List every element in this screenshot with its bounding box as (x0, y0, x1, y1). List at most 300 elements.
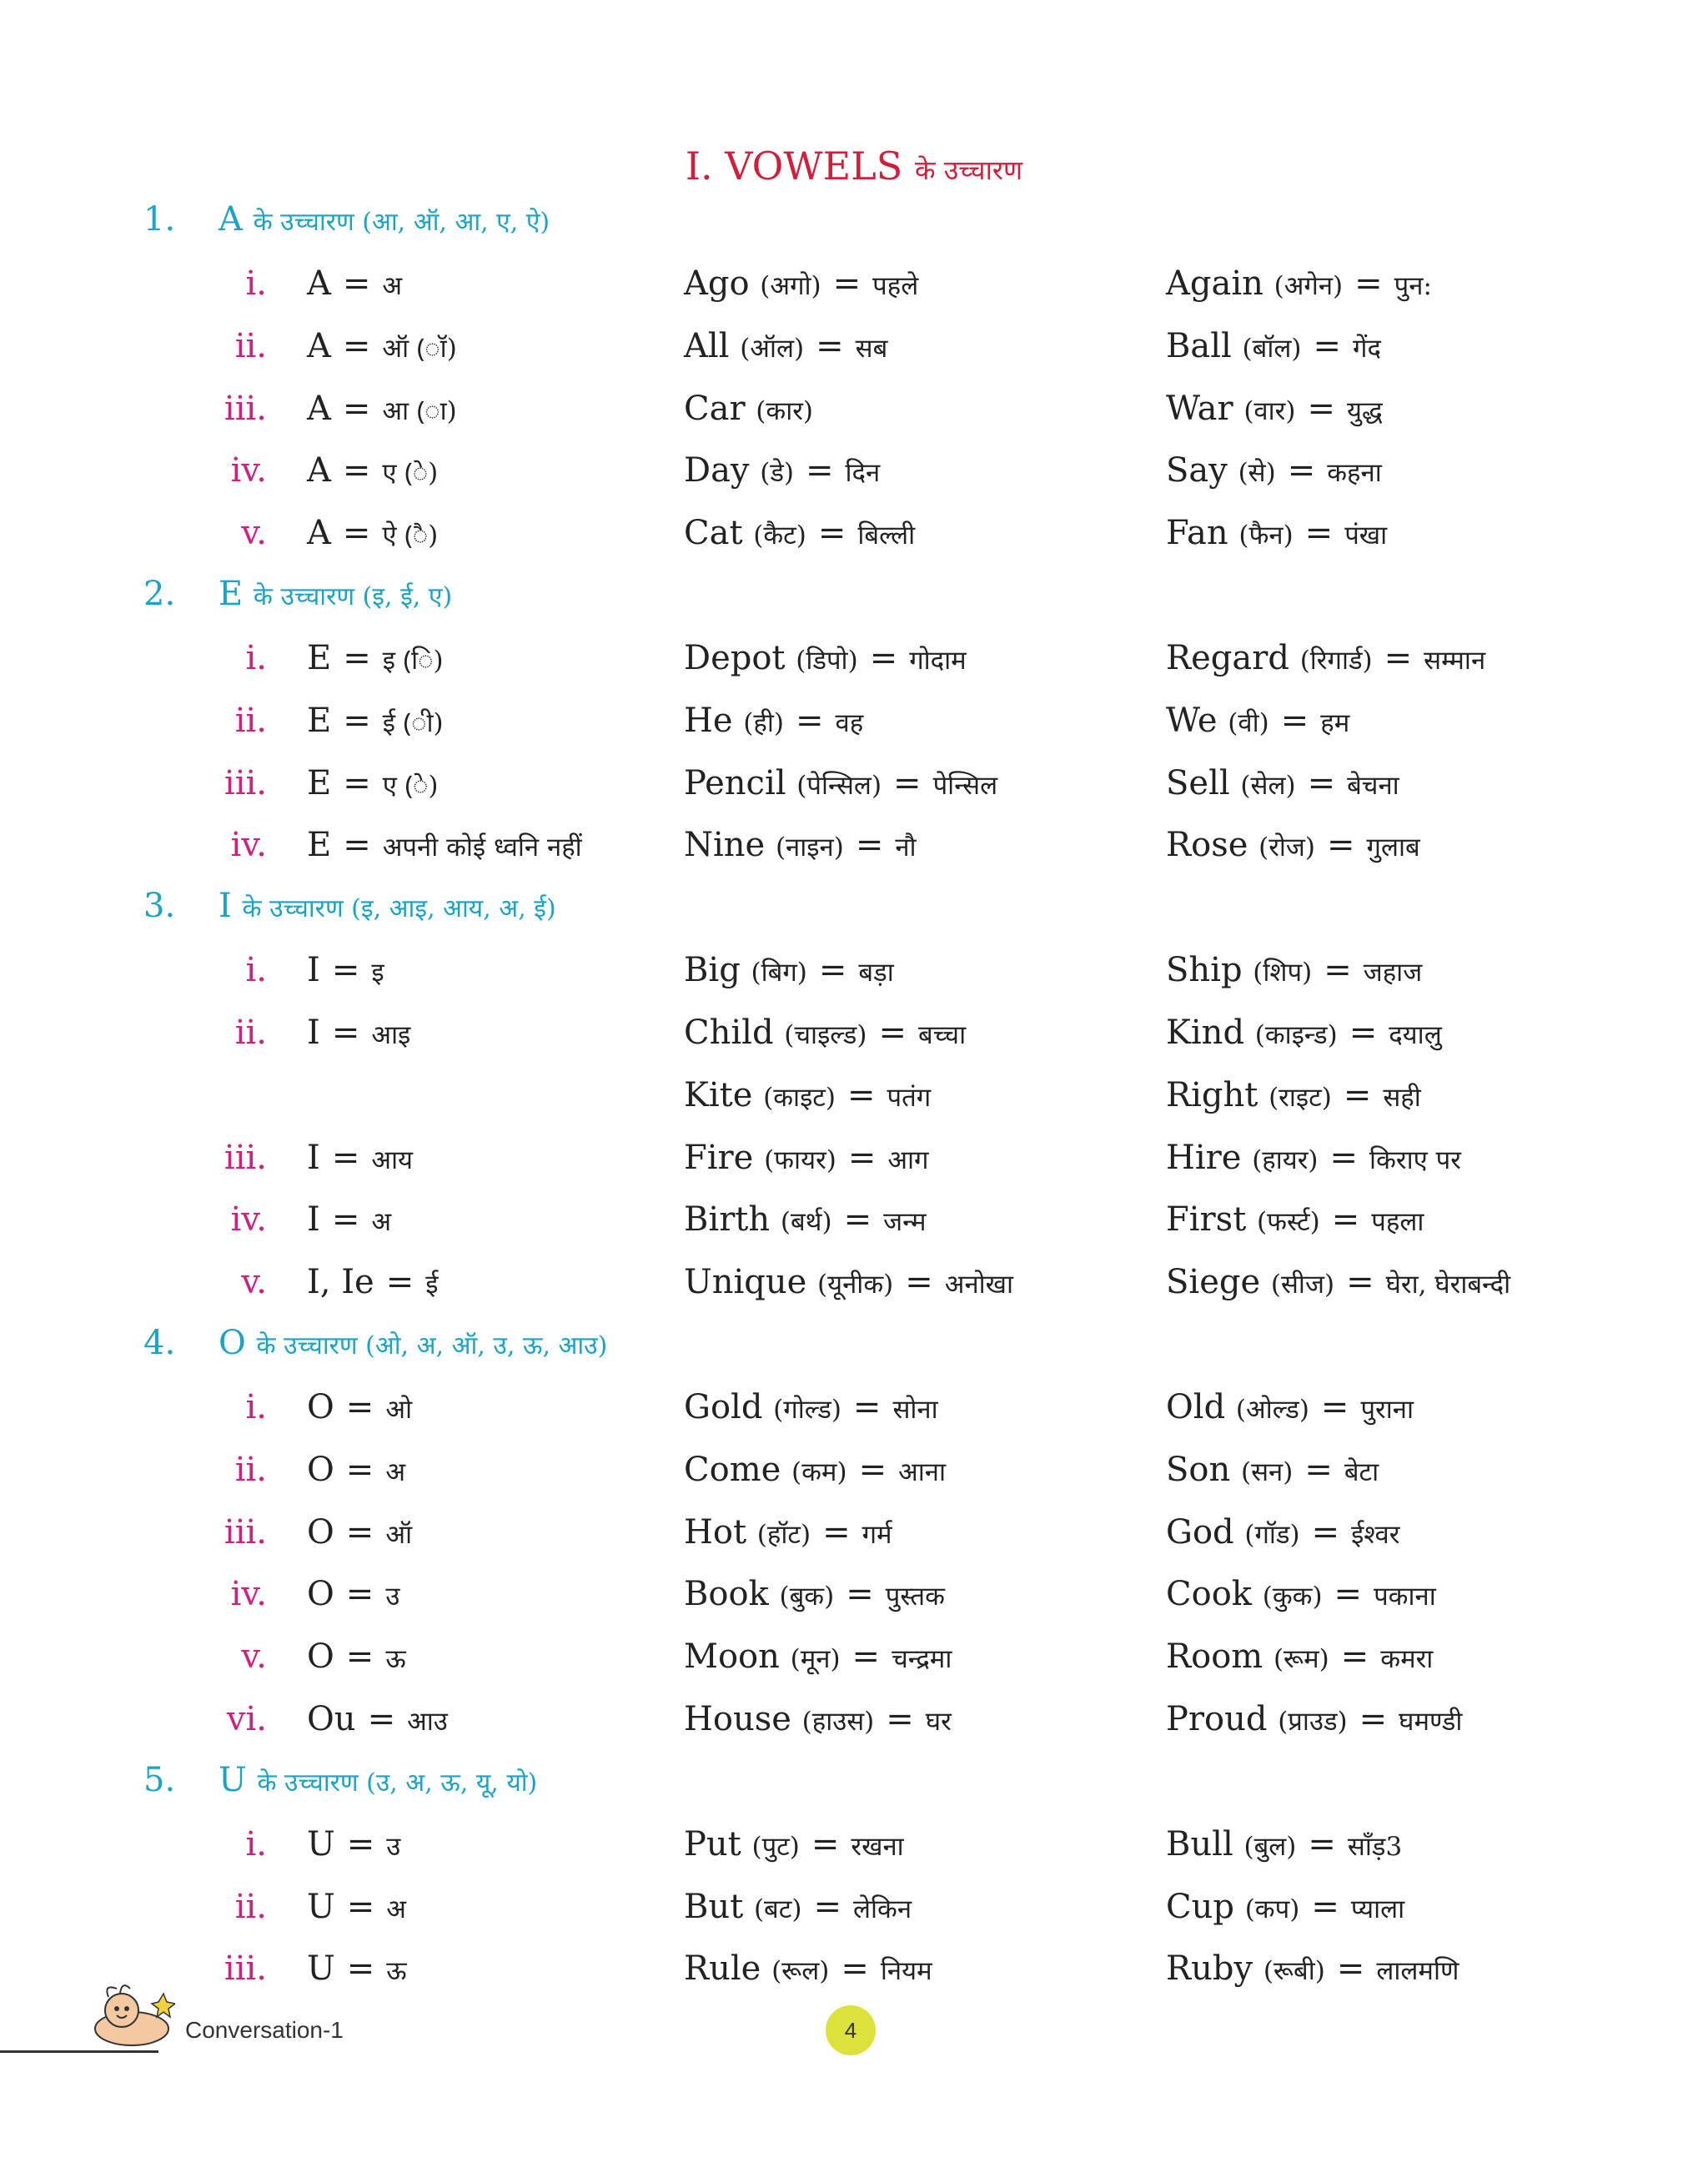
example-english: Book (684, 1575, 769, 1614)
equals-sign: = (343, 763, 371, 802)
section-heading-text: के उच्चारण (उ, अ, ऊ, यू, यो) (257, 1768, 538, 1798)
rule-sound: अपनी कोई ध्वनि नहीं (382, 832, 582, 863)
example-word (684, 264, 918, 303)
example-pronunciation: (गोल्ड) (773, 1394, 841, 1425)
rule-letter: E (307, 638, 332, 677)
example-pronunciation: (कुक) (1262, 1582, 1323, 1612)
rule-letter: E (307, 701, 332, 740)
equals-sign: = (331, 1138, 360, 1177)
equals-sign: = (346, 1824, 375, 1864)
equals-sign: = (1384, 638, 1413, 677)
example-english: House (684, 1699, 791, 1738)
pronunciation-row (0, 946, 1708, 1009)
example-word (1166, 951, 1422, 989)
equals-sign: = (869, 638, 898, 677)
pronunciation-row (0, 322, 1708, 385)
rule-letter: O (307, 1637, 334, 1677)
example-word (1166, 1888, 1404, 1926)
example-word (684, 639, 967, 677)
equals-sign: = (367, 1699, 396, 1738)
equals-sign: = (345, 1387, 374, 1426)
equals-sign: = (1287, 451, 1316, 490)
rule-letter: U (307, 1949, 335, 1989)
example-english: Car (684, 389, 746, 428)
section-heading (0, 1758, 1708, 1820)
example-meaning: ईश्वर (1351, 1519, 1400, 1550)
pronunciation-row (0, 1071, 1708, 1134)
example-english: Right (1166, 1075, 1258, 1114)
equals-sign: = (846, 1575, 874, 1614)
pronunciation-row (0, 1695, 1708, 1758)
example-pronunciation: (रिगार्ड) (1299, 645, 1373, 676)
equals-sign: = (795, 701, 824, 740)
example-word (684, 1263, 1013, 1301)
example-pronunciation: (फर्स्ट) (1257, 1207, 1320, 1238)
equals-sign: = (878, 1013, 907, 1052)
example-pronunciation: (रोज) (1258, 832, 1316, 863)
equals-sign: = (1304, 1450, 1333, 1489)
example-word (1166, 264, 1432, 303)
example-pronunciation: (कैट) (753, 521, 806, 551)
rule-letter: A (307, 326, 331, 365)
equals-sign: = (851, 1637, 881, 1677)
section-title (219, 1761, 537, 1799)
example-english: Siege (1166, 1263, 1261, 1302)
section-number: 4. (143, 1323, 176, 1362)
pronunciation-row (0, 1258, 1708, 1320)
rule-sound: ऑ (ॉ) (382, 333, 457, 364)
rule-letter: A (307, 389, 331, 428)
example-word (1166, 1700, 1462, 1738)
pronunciation-row (0, 1446, 1708, 1508)
pronunciation-rule (307, 1575, 399, 1613)
example-word (1166, 1388, 1414, 1426)
section-title (219, 200, 550, 239)
example-pronunciation: (रूम) (1273, 1644, 1329, 1675)
example-pronunciation: (कार) (756, 395, 814, 426)
example-english: Old (1166, 1387, 1226, 1426)
section-heading (0, 883, 1708, 946)
example-word (1166, 1014, 1442, 1052)
example-meaning: पुस्तक (885, 1582, 945, 1612)
equals-sign: = (1331, 1200, 1360, 1240)
example-english: Cook (1166, 1575, 1253, 1614)
example-english: Depot (684, 638, 786, 677)
example-pronunciation: (फैन) (1238, 521, 1294, 551)
row-numeral: ii. (234, 326, 267, 365)
example-english: Hire (1166, 1138, 1242, 1177)
example-word (1166, 327, 1381, 365)
example-english: Cat (684, 514, 743, 553)
example-meaning: साँड़3 (1347, 1831, 1403, 1862)
equals-sign: = (346, 1887, 375, 1926)
example-pronunciation: (फायर) (764, 1144, 836, 1175)
equals-sign: = (1324, 951, 1352, 990)
example-meaning: सम्मान (1424, 645, 1486, 676)
rule-letter: E (307, 763, 332, 802)
pronunciation-row (0, 759, 1708, 822)
example-meaning: घर (925, 1706, 952, 1737)
equals-sign: = (1327, 826, 1355, 865)
example-meaning: बड़ा (858, 958, 894, 988)
example-meaning: पंखा (1344, 521, 1388, 551)
equals-sign: = (1329, 1138, 1359, 1177)
example-word (684, 1700, 952, 1738)
equals-sign: = (343, 701, 371, 740)
equals-sign: = (855, 826, 884, 865)
section-heading-text: के उच्चारण (आ, ऑ, आ, ए, ऐ) (253, 208, 550, 237)
section-number: 1. (143, 200, 176, 239)
example-word (684, 1949, 932, 1988)
example-word (684, 1076, 931, 1114)
example-word (1166, 1451, 1379, 1489)
row-numeral: iii. (224, 1512, 267, 1552)
example-pronunciation: (यूनीक) (817, 1270, 894, 1300)
example-english: God (1166, 1512, 1234, 1552)
rule-sound: अ (382, 271, 403, 301)
example-english: Proud (1166, 1699, 1268, 1738)
example-meaning: आग (887, 1144, 929, 1175)
row-numeral: iii. (224, 763, 267, 802)
example-english: Birth (684, 1200, 771, 1240)
pronunciation-row (0, 1944, 1708, 2007)
section-title (219, 1324, 607, 1362)
pronunciation-row (0, 821, 1708, 883)
rule-letter: O (307, 1387, 334, 1426)
example-pronunciation: (चाइल्ड) (784, 1019, 867, 1050)
example-pronunciation: (नाइन) (775, 832, 844, 863)
pronunciation-rule (307, 639, 444, 677)
example-english: Day (684, 451, 750, 490)
example-word (1166, 1949, 1459, 1988)
example-meaning: रखना (851, 1831, 904, 1862)
example-pronunciation: (मून) (790, 1644, 841, 1675)
example-meaning: पहला (1371, 1207, 1424, 1238)
pronunciation-rule (307, 1263, 438, 1301)
example-pronunciation: (बिग) (751, 958, 807, 988)
pronunciation-rule (307, 1139, 413, 1177)
equals-sign: = (345, 1637, 374, 1677)
row-numeral: iii. (224, 1138, 267, 1177)
example-english: Put (684, 1824, 741, 1864)
row-numeral: iv. (230, 1200, 267, 1240)
pronunciation-rule (307, 1949, 407, 1988)
example-word (684, 826, 917, 864)
example-meaning: गुलाब (1366, 832, 1420, 863)
example-english: War (1166, 389, 1233, 428)
example-english: Kind (1166, 1013, 1245, 1052)
equals-sign: = (342, 514, 371, 553)
example-pronunciation: (राइट) (1268, 1082, 1332, 1113)
section-letter: U (219, 1760, 247, 1799)
example-meaning: सही (1383, 1082, 1421, 1113)
rule-letter: I (307, 1138, 320, 1177)
section-letter: O (219, 1323, 246, 1362)
rule-letter: I (307, 1200, 320, 1240)
equals-sign: = (342, 451, 371, 490)
example-word (684, 1513, 892, 1552)
equals-sign: = (1304, 514, 1334, 553)
title-hindi: के उच्चारण (914, 154, 1023, 186)
example-word (684, 951, 894, 989)
pronunciation-rule (307, 1513, 412, 1552)
pronunciation-row (0, 509, 1708, 571)
example-pronunciation: (गॉड) (1244, 1519, 1300, 1550)
rule-sound: ए (े) (382, 458, 439, 489)
example-pronunciation: (हाउस) (801, 1706, 875, 1737)
row-numeral: ii. (234, 1887, 267, 1926)
pronunciation-rule (307, 1200, 391, 1239)
footer-label: Conversation-1 (185, 2017, 344, 2043)
equals-sign: = (832, 264, 862, 303)
example-meaning: जहाज (1363, 958, 1423, 988)
example-meaning: घमण्डी (1399, 1706, 1463, 1737)
pronunciation-rule (307, 1451, 405, 1489)
rule-sound: आय (371, 1144, 413, 1175)
pronunciation-rule (307, 702, 444, 740)
example-english: Sell (1166, 763, 1230, 802)
example-pronunciation: (डिपो) (796, 645, 858, 676)
example-meaning: बेटा (1344, 1456, 1379, 1487)
rule-sound: उ (386, 1831, 401, 1862)
example-pronunciation: (से) (1238, 458, 1276, 489)
example-word (684, 327, 887, 365)
example-word (1166, 1263, 1510, 1301)
equals-sign: = (1307, 389, 1335, 428)
example-word (684, 390, 813, 428)
rule-letter: O (307, 1575, 334, 1614)
example-meaning: अनोखा (944, 1270, 1014, 1300)
example-pronunciation: (काइट) (763, 1082, 836, 1113)
rule-sound: अ (385, 1456, 405, 1487)
example-meaning: पकाना (1374, 1582, 1436, 1612)
section-number: 5. (143, 1760, 176, 1799)
example-english: Rule (684, 1949, 761, 1989)
example-word (1166, 514, 1387, 552)
example-english: Say (1166, 451, 1228, 490)
example-english: Regard (1166, 638, 1289, 677)
equals-sign: = (1359, 1699, 1388, 1738)
pronunciation-row (0, 1632, 1708, 1695)
example-pronunciation: (ही) (743, 707, 784, 738)
example-meaning: आना (898, 1456, 946, 1487)
example-pronunciation: (सन) (1240, 1456, 1294, 1487)
pronunciation-rule (307, 1825, 400, 1864)
equals-sign: = (343, 826, 371, 865)
row-numeral: i. (245, 638, 267, 677)
rule-sound: आइ (371, 1019, 411, 1050)
equals-sign: = (1340, 1637, 1369, 1677)
example-pronunciation: (ऑल) (740, 333, 805, 364)
pronunciation-rule (307, 327, 457, 365)
example-word (1166, 702, 1349, 740)
example-pronunciation: (बर्थ) (780, 1207, 832, 1238)
example-word (684, 764, 997, 802)
example-meaning: लालमणि (1376, 1956, 1459, 1987)
pronunciation-row (0, 385, 1708, 447)
rule-sound: ई (ी) (382, 707, 444, 738)
example-meaning: दयालु (1389, 1019, 1442, 1050)
mascot-head (105, 1994, 138, 2027)
example-word (684, 1200, 927, 1239)
row-numeral: ii. (234, 1450, 267, 1489)
section-heading-text: के उच्चारण (इ, आइ, आय, अ, ई) (242, 894, 556, 924)
rule-sound: ऊ (386, 1956, 407, 1987)
rule-sound: ओ (385, 1394, 413, 1425)
equals-sign: = (1354, 264, 1383, 303)
equals-sign: = (1311, 1887, 1339, 1926)
row-numeral: v. (241, 1637, 267, 1677)
example-pronunciation: (हॉट) (756, 1519, 811, 1550)
example-english: Kite (684, 1075, 753, 1114)
example-english: Ship (1166, 951, 1243, 990)
section-heading (0, 197, 1708, 259)
equals-sign: = (342, 389, 371, 428)
rule-letter: I (307, 1013, 320, 1052)
example-meaning: कहना (1327, 458, 1382, 489)
vowel-sections (0, 197, 1708, 2007)
example-english: Gold (684, 1387, 763, 1426)
pronunciation-rule (307, 451, 438, 490)
example-meaning: गेंद (1353, 333, 1381, 364)
example-meaning: वह (835, 707, 864, 738)
example-english: Again (1166, 264, 1263, 303)
section-title (219, 887, 556, 925)
equals-sign: = (346, 1949, 375, 1989)
row-numeral: iv. (230, 826, 267, 865)
row-numeral: i. (245, 951, 267, 990)
row-numeral: iii. (224, 1949, 267, 1989)
rule-sound: इ (ि) (382, 645, 444, 676)
example-meaning: गोदाम (909, 645, 967, 676)
example-english: Ball (1166, 326, 1232, 365)
equals-sign: = (1280, 701, 1309, 740)
example-pronunciation: (बुल) (1243, 1831, 1297, 1862)
example-meaning: पेन्सिल (932, 770, 998, 801)
example-english: Bull (1166, 1824, 1233, 1864)
example-word (684, 514, 915, 552)
pronunciation-row (0, 1383, 1708, 1446)
rule-letter: O (307, 1512, 334, 1552)
example-word (684, 451, 880, 490)
row-numeral: ii. (234, 1013, 267, 1052)
mascot-eye (124, 2006, 129, 2011)
rule-letter: I, Ie (307, 1263, 374, 1302)
pronunciation-row (0, 1820, 1708, 1883)
example-meaning: बच्चा (918, 1019, 967, 1050)
equals-sign: = (1343, 1075, 1372, 1114)
title-english: I. VOWELS (685, 143, 903, 189)
rule-sound: ई (425, 1270, 439, 1300)
example-english: Pencil (684, 763, 786, 802)
example-english: Ago (684, 264, 750, 303)
example-english: Come (684, 1450, 781, 1489)
equals-sign: = (1320, 1387, 1349, 1426)
example-pronunciation: (अगेन) (1273, 271, 1344, 301)
example-english: But (684, 1887, 744, 1926)
example-meaning: पतंग (887, 1082, 932, 1113)
rule-sound: उ (385, 1582, 400, 1612)
example-word (1166, 1200, 1424, 1239)
example-english: Nine (684, 826, 766, 865)
example-pronunciation: (कम) (791, 1456, 847, 1487)
mascot-illustration (83, 1977, 175, 2052)
example-meaning: सोना (892, 1394, 938, 1425)
example-english: Moon (684, 1637, 780, 1677)
example-meaning: नियम (880, 1956, 932, 1987)
rule-letter: A (307, 514, 331, 553)
example-word (1166, 1637, 1433, 1676)
rule-letter: E (307, 826, 332, 865)
rule-letter: O (307, 1450, 334, 1489)
example-pronunciation: (रूबी) (1263, 1956, 1325, 1987)
example-meaning: युद्ध (1346, 395, 1383, 426)
example-word (1166, 390, 1383, 428)
row-numeral: vi. (226, 1699, 267, 1738)
pronunciation-rule (307, 764, 439, 802)
rule-sound: ऊ (385, 1644, 406, 1675)
section-heading (0, 1320, 1708, 1383)
pronunciation-rule (307, 390, 457, 428)
equals-sign: = (1349, 1013, 1378, 1052)
example-word (1166, 1513, 1399, 1552)
example-pronunciation: (डे) (760, 458, 795, 489)
example-word (1166, 1076, 1421, 1114)
example-word (684, 1575, 945, 1613)
example-word (684, 702, 863, 740)
example-meaning: बिल्ली (857, 521, 916, 551)
pronunciation-row (0, 1009, 1708, 1071)
equals-sign: = (841, 1949, 869, 1989)
equals-sign: = (1334, 1575, 1363, 1614)
example-english: Child (684, 1013, 774, 1052)
equals-sign: = (1308, 1824, 1336, 1864)
rule-sound: इ (371, 958, 384, 988)
example-word (1166, 826, 1420, 864)
example-english: Big (684, 951, 741, 990)
rule-sound: आउ (407, 1706, 448, 1737)
example-meaning: प्याला (1350, 1894, 1405, 1924)
example-pronunciation: (सीज) (1270, 1270, 1335, 1300)
pronunciation-rule (307, 1637, 406, 1676)
example-word (1166, 1825, 1402, 1864)
example-word (684, 1014, 966, 1052)
example-word (684, 1825, 904, 1864)
equals-sign: = (343, 638, 371, 677)
example-pronunciation: (रूल) (771, 1956, 830, 1987)
equals-sign: = (331, 1200, 360, 1240)
example-word (1166, 1139, 1461, 1177)
equals-sign: = (342, 264, 371, 303)
equals-sign: = (847, 1075, 876, 1114)
example-pronunciation: (सेल) (1240, 770, 1296, 801)
page-title (0, 143, 1708, 189)
example-pronunciation: (बुक) (779, 1582, 835, 1612)
equals-sign: = (385, 1263, 414, 1302)
example-meaning: जन्म (883, 1207, 927, 1238)
pronunciation-row (0, 259, 1708, 322)
example-meaning: दिन (845, 458, 881, 489)
equals-sign: = (817, 514, 846, 553)
section-title (219, 575, 452, 613)
equals-sign: = (858, 1450, 887, 1489)
equals-sign: = (905, 1263, 933, 1302)
example-meaning: पुन: (1394, 271, 1432, 301)
example-meaning: किराए पर (1369, 1144, 1461, 1175)
section-number: 3. (143, 887, 176, 926)
equals-sign: = (1311, 1512, 1340, 1552)
equals-sign: = (813, 1887, 841, 1926)
